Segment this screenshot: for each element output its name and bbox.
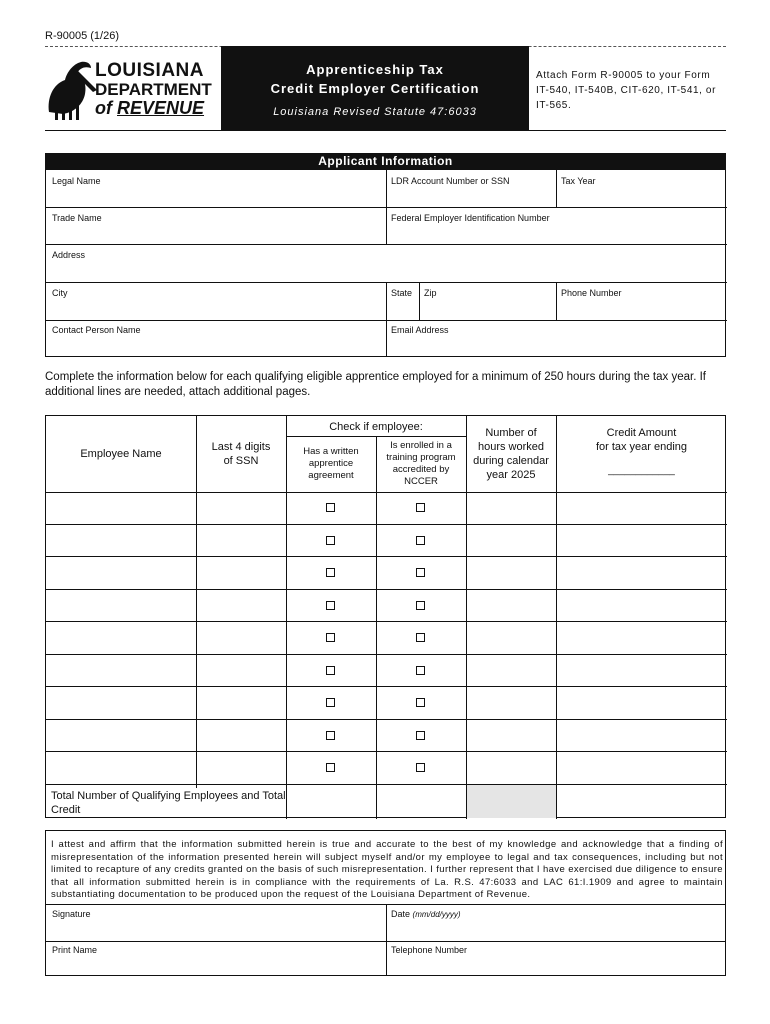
nccer-checkbox[interactable]	[416, 536, 425, 545]
last4-header-line2: of SSN	[223, 455, 259, 467]
nccer-checkbox[interactable]	[416, 601, 425, 610]
written-agreement-checkbox[interactable]	[326, 568, 335, 577]
attach-note: Attach Form R-90005 to your Form IT-540, IT-540B, CIT-620, IT-541, or IT-565.	[536, 70, 717, 111]
logo-line3: REVENUE	[117, 98, 205, 118]
instructions: Complete the information below for each qualifying eligible apprentice employed for a minimum of 250 hours during the tax year. If additional lines are needed, attach additional pages.	[45, 371, 706, 398]
date-format: (mm/dd/yyyy)	[412, 910, 461, 919]
credit-header-line1: Credit Amount	[606, 427, 677, 439]
form-title-line1: Apprenticeship Tax	[306, 62, 444, 77]
written-agreement-checkbox[interactable]	[326, 763, 335, 772]
fein-field[interactable]: Federal Employer Identification Number	[391, 213, 550, 223]
nccer-checkbox[interactable]	[416, 568, 425, 577]
shaded-cell	[467, 785, 556, 818]
written-agreement-checkbox[interactable]	[326, 698, 335, 707]
header-bottom-rule	[45, 130, 726, 131]
address-field[interactable]: Address	[52, 250, 86, 260]
written-agreement-checkbox[interactable]	[326, 503, 335, 512]
phone-field[interactable]: Phone Number	[561, 288, 622, 298]
statute-reference: Louisiana Revised Statute 47:6033	[273, 106, 477, 118]
applicant-info-grid	[45, 170, 726, 357]
hours-header: Number of hours worked during calendar year 2025	[473, 427, 549, 481]
written-agreement-header: Has a written apprentice agreement	[303, 446, 359, 481]
nccer-checkbox[interactable]	[416, 731, 425, 740]
logo-line2: DEPARTMENT	[95, 80, 212, 99]
written-agreement-checkbox[interactable]	[326, 731, 335, 740]
legal-name-field[interactable]: Legal Name	[52, 176, 101, 186]
date-label: Date	[391, 909, 411, 919]
logo-line1: LOUISIANA	[95, 60, 204, 81]
employee-table	[45, 415, 726, 818]
nccer-checkbox[interactable]	[416, 633, 425, 642]
written-agreement-checkbox[interactable]	[326, 601, 335, 610]
nccer-checkbox[interactable]	[416, 666, 425, 675]
form-number: R-90005 (1/26)	[45, 30, 119, 42]
check-if-header: Check if employee:	[329, 421, 423, 433]
nccer-header: Is enrolled in a training program accredited by NCCER	[386, 440, 456, 487]
print-name-field[interactable]: Print Name	[52, 945, 98, 955]
applicant-section-title: Applicant Information	[45, 153, 726, 170]
contact-person-field[interactable]: Contact Person Name	[52, 325, 141, 335]
signature-field[interactable]: Signature	[52, 909, 91, 919]
nccer-checkbox[interactable]	[416, 763, 425, 772]
employee-name-header: Employee Name	[80, 448, 162, 460]
tax-year-field[interactable]: Tax Year	[561, 176, 596, 186]
written-agreement-checkbox[interactable]	[326, 536, 335, 545]
tax-year-ending-blank[interactable]: ____________	[608, 465, 675, 476]
state-field[interactable]: State	[391, 288, 413, 298]
telephone-field[interactable]: Telephone Number	[391, 945, 468, 955]
written-agreement-checkbox[interactable]	[326, 666, 335, 675]
logo-line3-prefix: of	[95, 98, 112, 118]
nccer-checkbox[interactable]	[416, 503, 425, 512]
city-field[interactable]: City	[52, 288, 68, 298]
title-box	[221, 46, 529, 130]
total-label: Total Number of Qualifying Employees and Total Credit	[51, 790, 286, 816]
attestation-text: I attest and affirm that the information submitted herein is true and accurate to the best of my knowledge and acknowledge that a finding of misrepresentation of the information presented herein will subject myself and/or my employee to legal and tax consequences, including but not limited to recapture of any credits granted on the basis of such misrepresentation. I further represent that I have exercised due diligence to ensure that all information submitted herein is in compliance with the requirements of La. R.S. 47:6033 and LAC 61:I.1909 and agree to maintain substantiating documentation to be produced upon the request of the Louisiana Department of Revenue.	[51, 839, 723, 900]
written-agreement-checkbox[interactable]	[326, 633, 335, 642]
date-field[interactable]	[391, 909, 461, 919]
ldr-logo	[45, 54, 220, 124]
attestation-box	[45, 830, 726, 976]
last4-header-line1: Last 4 digits	[211, 441, 271, 453]
email-field[interactable]: Email Address	[391, 325, 449, 335]
nccer-checkbox[interactable]	[416, 698, 425, 707]
ldr-account-field[interactable]: LDR Account Number or SSN	[391, 176, 510, 186]
trade-name-field[interactable]: Trade Name	[52, 213, 102, 223]
form-title-line2: Credit Employer Certification	[270, 81, 480, 96]
zip-field[interactable]: Zip	[424, 288, 437, 298]
credit-header-line2: for tax year ending	[595, 441, 688, 453]
